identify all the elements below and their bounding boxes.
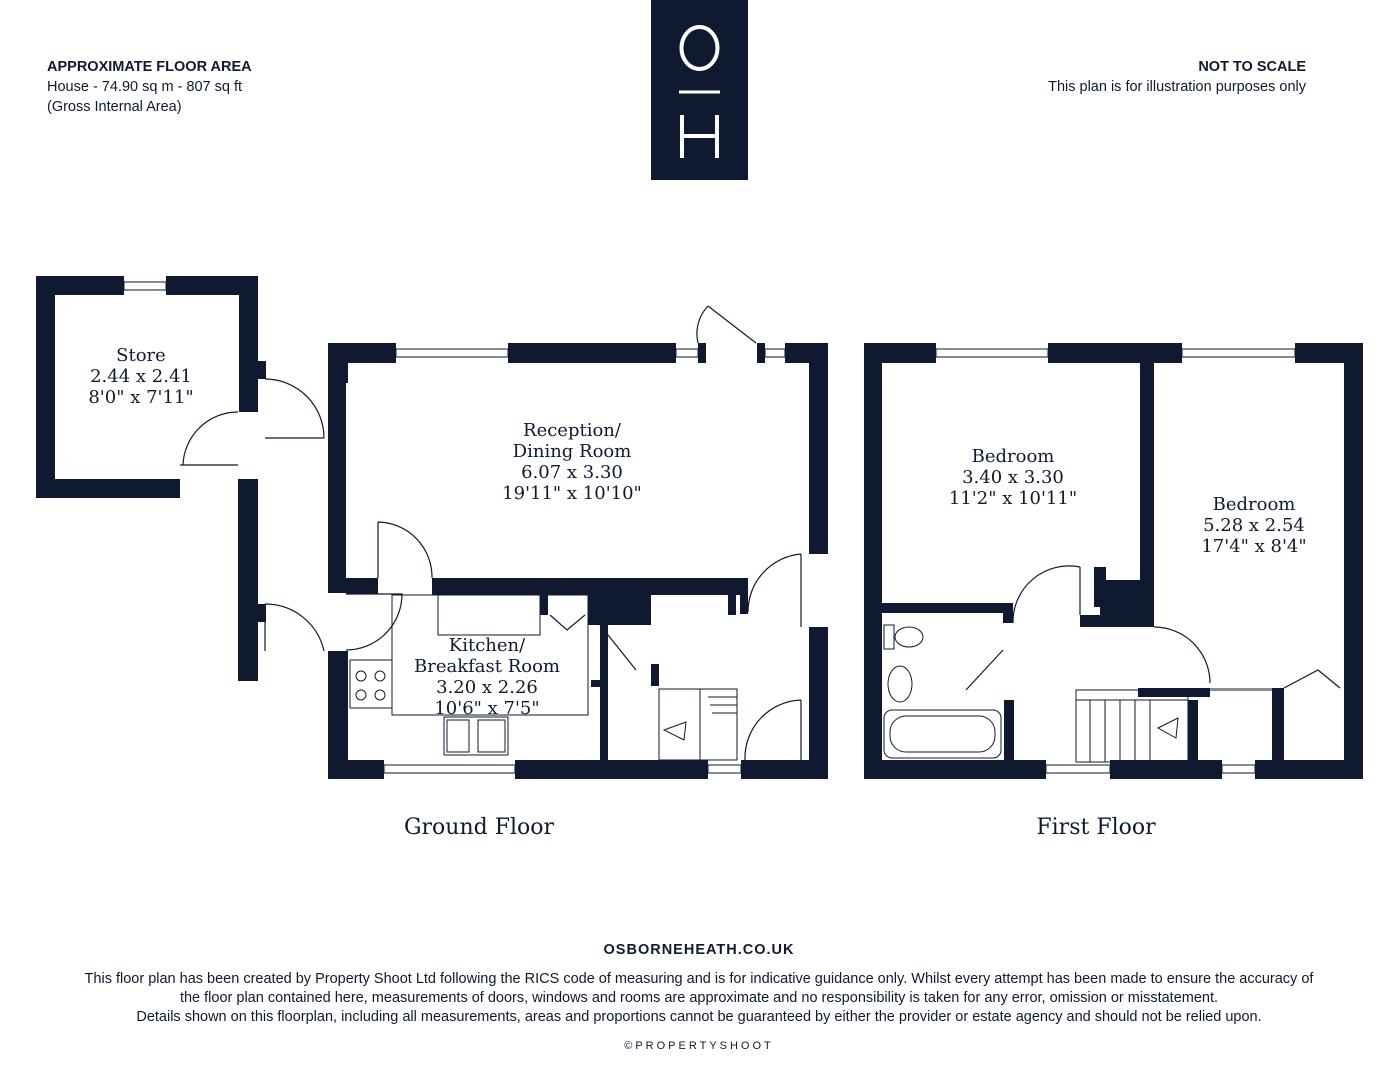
ground-floor-walls <box>328 343 828 779</box>
website-link[interactable]: OSBORNEHEATH.CO.UK <box>603 942 795 958</box>
first-floor-walls <box>864 343 1363 779</box>
reception-label <box>502 420 642 504</box>
store-imperial: 8'0" x 7'11" <box>88 387 194 408</box>
bedroom1-label <box>949 446 1077 509</box>
store-label <box>88 345 193 408</box>
disclaimer-footer <box>0 941 1398 1027</box>
bedroom2-imperial: 17'4" x 8'4" <box>1201 536 1307 557</box>
reception-name-1: Reception/ <box>523 420 621 441</box>
bedroom2-label <box>1201 494 1306 557</box>
bedroom1-imperial: 11'2" x 10'11" <box>948 488 1078 509</box>
first-floor-title: First Floor <box>1036 815 1156 840</box>
store-walls <box>36 276 266 681</box>
bedroom2-metric: 5.28 x 2.54 <box>1203 515 1305 536</box>
floor-area-gia: (Gross Internal Area) <box>47 99 182 115</box>
ground-floor-title: Ground Floor <box>403 815 555 840</box>
bedroom1-metric: 3.40 x 3.30 <box>962 467 1064 488</box>
store-metric: 2.44 x 2.41 <box>90 366 192 387</box>
illustration-notice: This plan is for illustration purposes only <box>1048 79 1306 95</box>
not-to-scale-title: NOT TO SCALE <box>1198 59 1306 75</box>
disclaimer-line-1: This floor plan has been created by Property Shoot Ltd following the RICS code of measuring and is for indicative guidance only. Whilst every attempt has been made to ensure the accuracy of <box>84 971 1314 987</box>
reception-metric: 6.07 x 3.30 <box>521 462 623 483</box>
floor-area-house: House - 74.90 sq m - 807 sq ft <box>47 79 243 95</box>
property-shoot-credit: ©PROPERTYSHOOT <box>624 1040 774 1052</box>
kitchen-name-2: Breakfast Room <box>413 656 561 677</box>
kitchen-label <box>414 635 560 719</box>
disclaimer-line-2: the floor plan contained here, measurements of doors, windows and rooms are approximate and no responsibility is taken for any error, omission or misstatement. <box>179 990 1219 1006</box>
kitchen-name-1: Kitchen/ <box>448 635 526 656</box>
bedroom2-name: Bedroom <box>1212 494 1296 515</box>
disclaimer-line-3: Details shown on this floorplan, including all measurements, areas and proportions cannot be guaranteed by either the provider or estate agency and should not be relied upon. <box>136 1009 1262 1025</box>
reception-imperial: 19'11" x 10'10" <box>502 483 642 504</box>
kitchen-metric: 3.20 x 2.26 <box>436 677 538 698</box>
bedroom1-name: Bedroom <box>971 446 1055 467</box>
store-name: Store <box>116 345 166 366</box>
reception-name-2: Dining Room <box>512 441 632 462</box>
kitchen-imperial: 10'6" x 7'5" <box>434 698 540 719</box>
floor-area-title: APPROXIMATE FLOOR AREA <box>47 59 252 75</box>
